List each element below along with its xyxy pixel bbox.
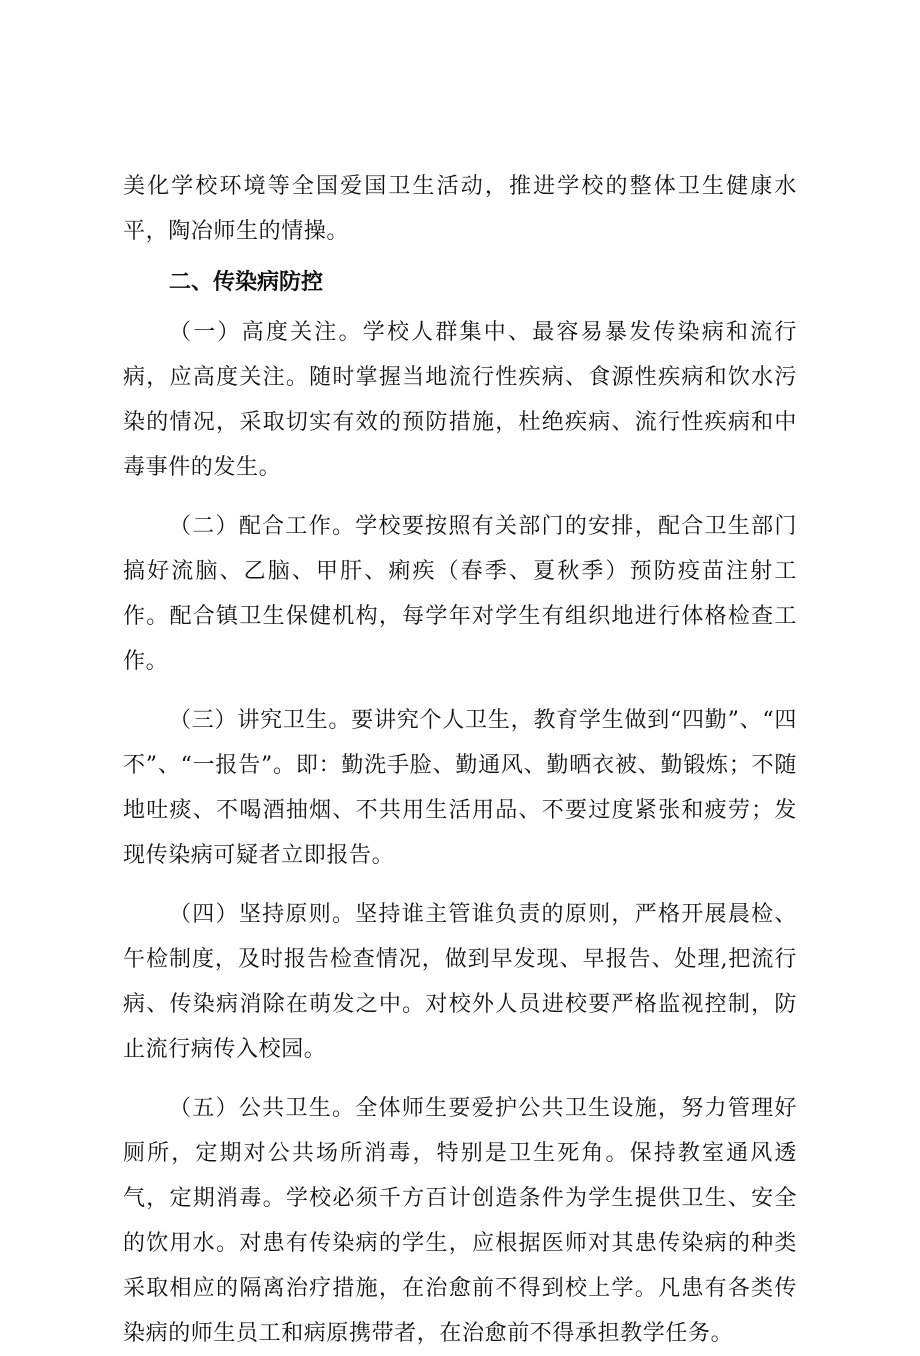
paragraph-spacer <box>123 878 797 892</box>
paragraph-spacer <box>123 1072 797 1086</box>
paragraph-1: （一）高度关注。学校人群集中、最容易暴发传染病和流行病，应高度关注。随时掌握当地流行性疾病、食源性疾病和饮水污染的情况，采取切实有效的预防措施，杜绝疾病、流行性疾病和中毒事件的发生。 <box>123 320 797 480</box>
paragraph-spacer <box>123 490 797 504</box>
section-heading: 二、传染病防控 <box>169 270 324 295</box>
paragraph-4: （四）坚持原则。坚持谁主管谁负责的原则，严格开展晨检、午检制度，及时报告检查情况，做到早发现、早报告、处理,把流行病、传染病消除在萌发之中。对校外人员进校要严格监视控制，防止流行病传入校园。 <box>123 902 797 1062</box>
paragraph-5: （五）公共卫生。全体师生要爱护公共卫生设施，努力管理好厕所，定期对公共场所消毒，特别是卫生死角。保持教室通风透气，定期消毒。学校必须千方百计创造条件为学生提供卫生、安全的饮用水。对患有传染病的学生，应根据医师对其患传染病的种类采取相应的隔离治疗措施，在治愈前不得到校上学。凡患有各类传染病的师生员工和病原携带者，在治愈前不得承担教学任务。 <box>123 1096 797 1346</box>
document-body <box>123 164 797 1356</box>
paragraph-2: （二）配合工作。学校要按照有关部门的安排，配合卫生部门搞好流脑、乙脑、甲肝、痢疾（春季、夏秋季）预防疫苗注射工作。配合镇卫生保健机构，每学年对学生有组织地进行体格检查工作。 <box>123 514 797 674</box>
paragraph-spacer <box>123 684 797 698</box>
paragraph-3: （三）讲究卫生。要讲究个人卫生，教育学生做到“四勤”、“四不”、“一报告”。即：勤洗手脸、勤通风、勤晒衣被、勤锻炼；不随地吐痰、不喝酒抽烟、不共用生活用品、不要过度紧张和疲劳；发现传染病可疑者立即报告。 <box>123 708 797 868</box>
continuation-paragraph: 美化学校环境等全国爱国卫生活动，推进学校的整体卫生健康水平，陶冶师生的情操。 <box>123 174 797 244</box>
